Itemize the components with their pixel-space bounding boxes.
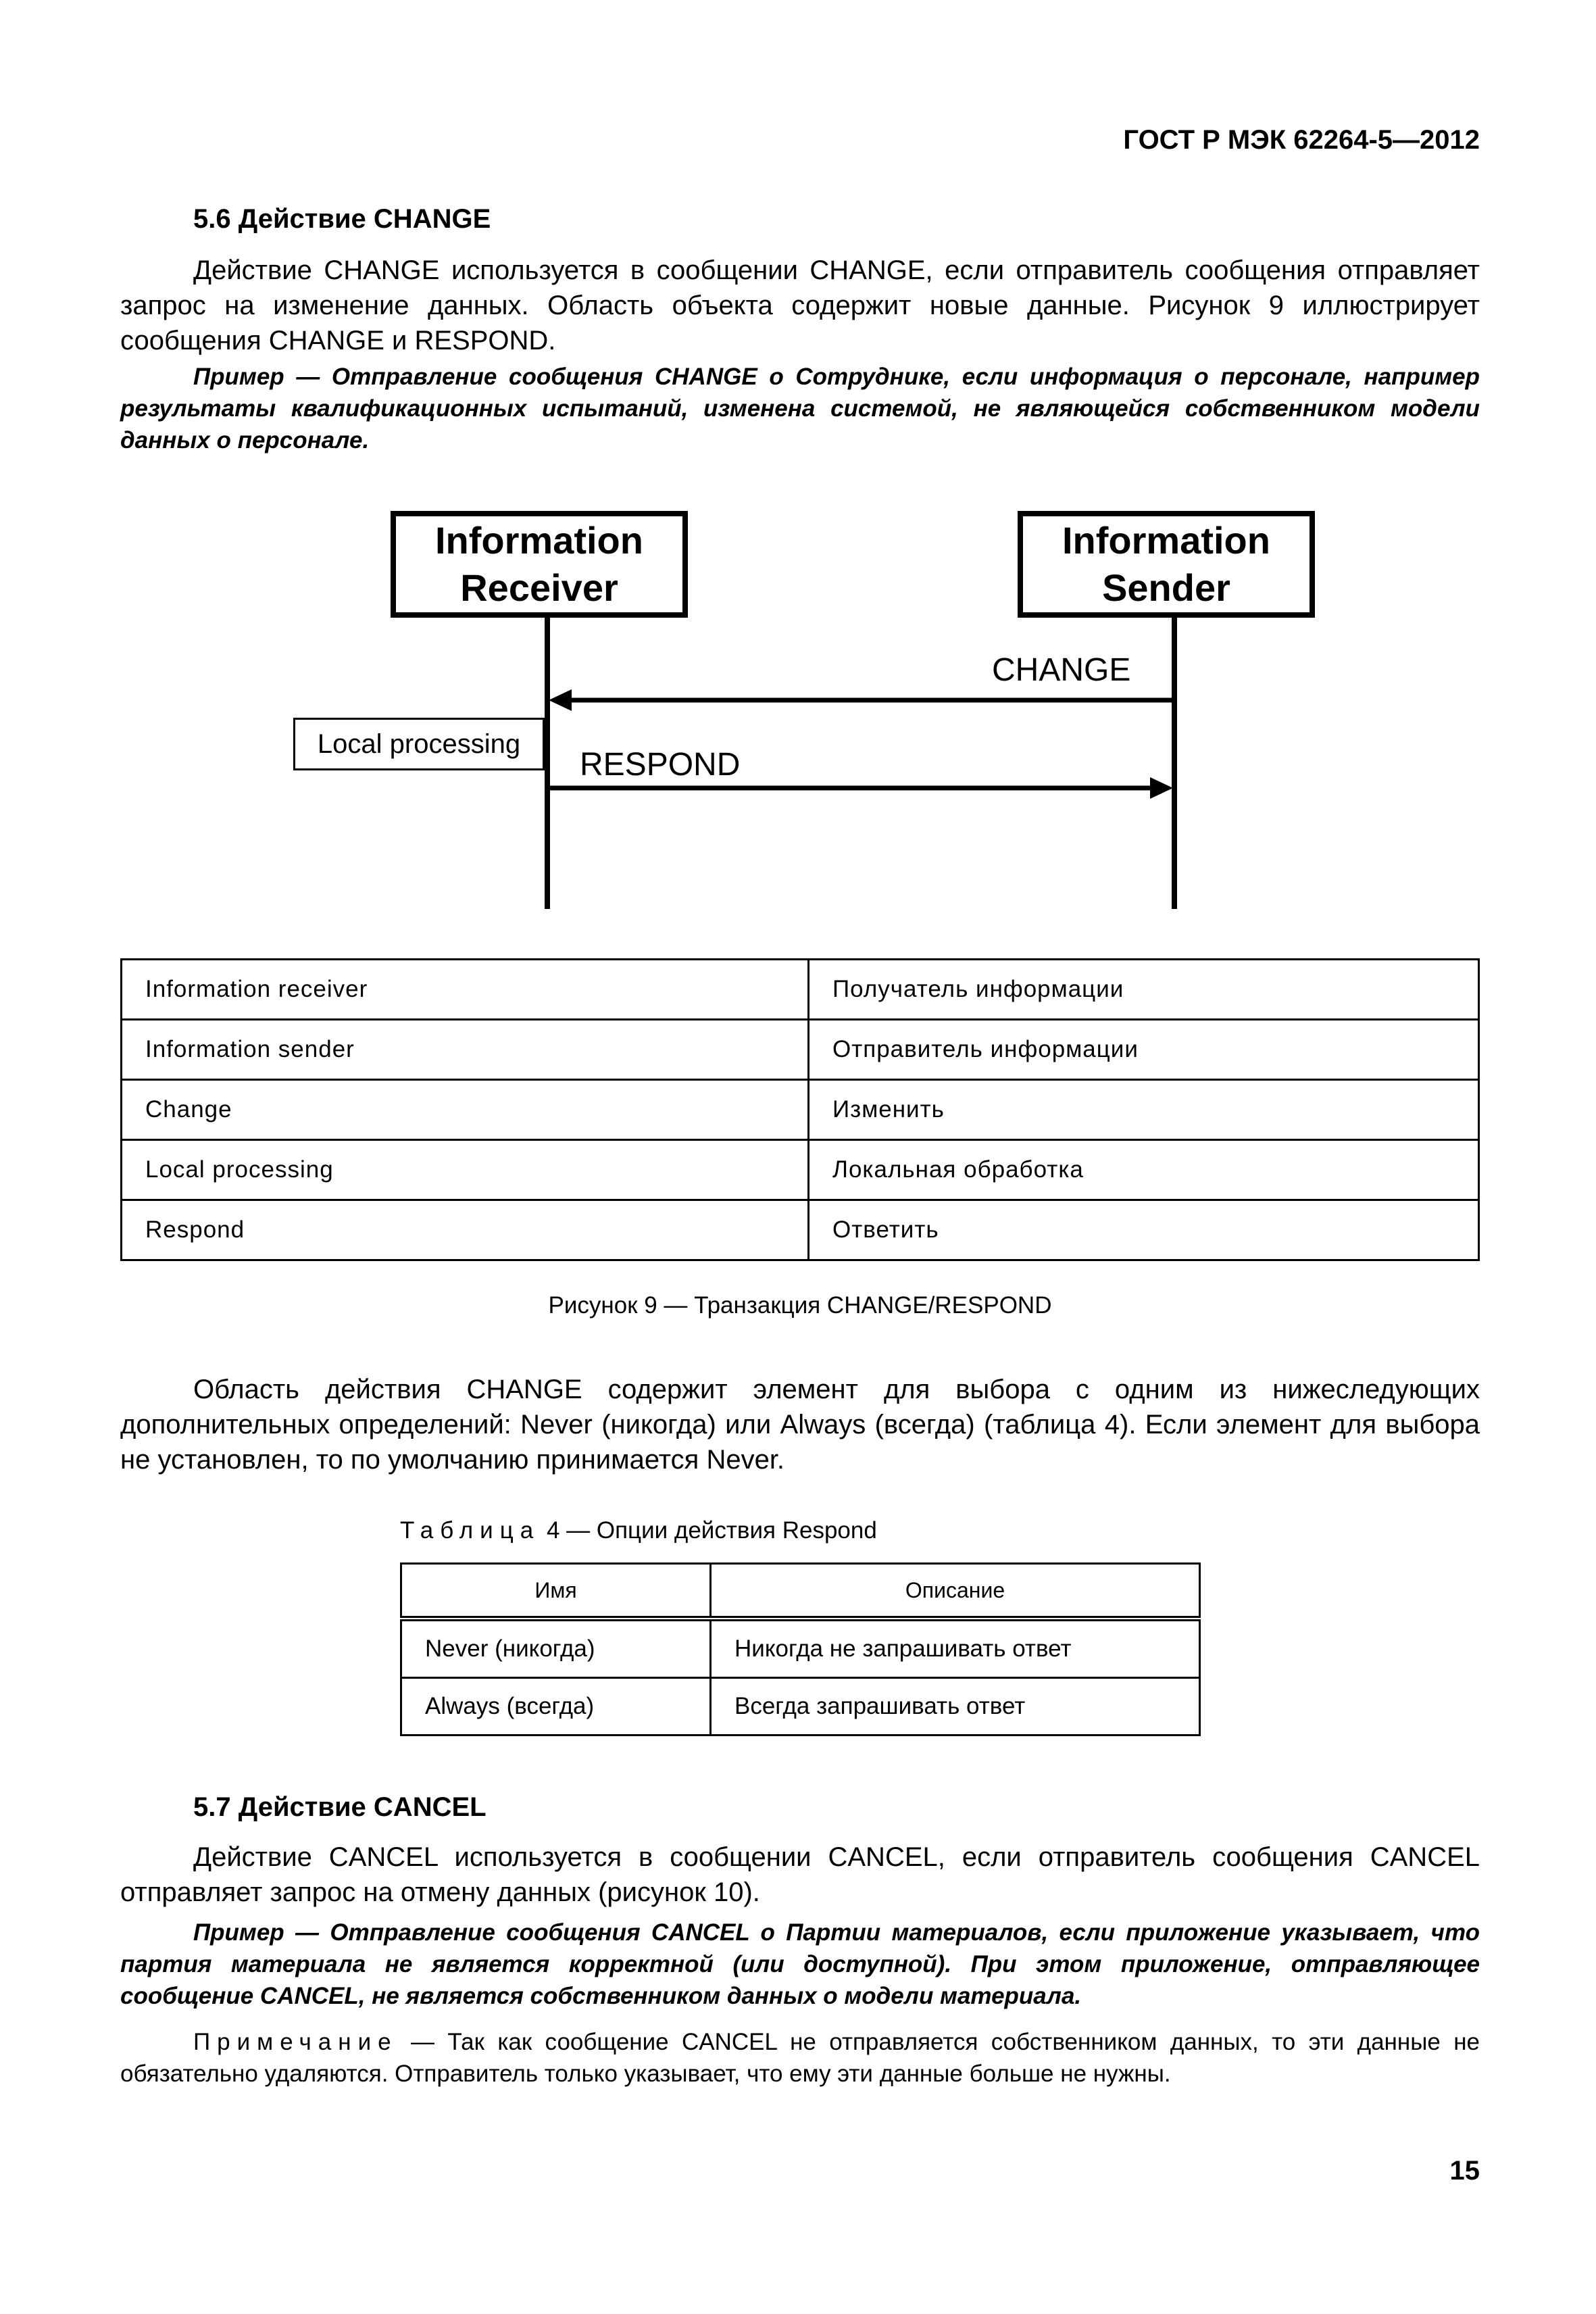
- note-prefix: Примечание: [193, 2029, 398, 2055]
- table-row: [122, 1200, 1479, 1260]
- legend-ru-cell: Локальная обработка: [809, 1140, 1479, 1200]
- information-sender-box: [1018, 511, 1315, 618]
- option-description-cell: Всегда запрашивать ответ: [711, 1678, 1200, 1736]
- table-row: [122, 960, 1479, 1020]
- legend-ru-cell: Получатель информации: [809, 960, 1479, 1020]
- respond-arrow-head: [1150, 777, 1173, 799]
- table-header-row: [401, 1564, 1200, 1619]
- sender-label-line2: Sender: [1102, 566, 1230, 609]
- receiver-label-line2: Receiver: [460, 566, 618, 609]
- option-name-cell: Always (всегда): [401, 1678, 711, 1736]
- table-4-title: [400, 1517, 877, 1544]
- section-5-6-paragraph: Действие CHANGE используется в сообщении CHANGE, если отправитель сообщения отправляет запрос на изменение данных. Область объекта содержит новые данные. Рисунок 9 иллюстрирует сообщения CHANGE и RESPOND.: [120, 255, 1480, 355]
- section-5-7-example: Пример — Отправление сообщения CANCEL о Партии материалов, если приложение указывает, что партия материала не является корректной (или доступной). При этом приложение, отправляющее сообщение CANCEL, не является собственником данных о модели материала.: [120, 1919, 1480, 2009]
- legend-ru-cell: Ответить: [809, 1200, 1479, 1260]
- legend-ru-cell: Изменить: [809, 1080, 1479, 1140]
- legend-en-cell: Information receiver: [122, 960, 809, 1020]
- standard-code: ГОСТ Р МЭК 62264-5—2012: [1123, 125, 1480, 155]
- legend-en-cell: Information sender: [122, 1020, 809, 1080]
- table-row: [122, 1140, 1479, 1200]
- local-processing-box: Local processing: [293, 718, 545, 770]
- receiver-label-line1: Information: [435, 519, 643, 562]
- option-name-cell: Never (никогда): [401, 1619, 711, 1678]
- table-row: [122, 1080, 1479, 1140]
- figure-caption: Рисунок 9 — Транзакция CHANGE/RESPOND: [548, 1292, 1052, 1319]
- table-4-title-rest: 4 — Опции действия Respond: [540, 1517, 877, 1544]
- column-header-name: Имя: [401, 1564, 711, 1619]
- change-message-label: CHANGE: [992, 652, 1131, 688]
- sender-label-line1: Information: [1062, 519, 1270, 562]
- table-4: [400, 1562, 1201, 1736]
- legend-en-cell: Local processing: [122, 1140, 809, 1200]
- paragraph-after-figure: Область действия CHANGE содержит элемент для выбора с одним из нижеследующих дополнительных определений: Never (никогда) или Always (всегда) (таблица 4). Если элемент для выбора не установлен, то по умолчанию принимается Never.: [120, 1375, 1480, 1475]
- table-4-title-prefix: Таблица: [400, 1517, 541, 1544]
- table-row: [122, 1020, 1479, 1080]
- section-5-6-heading: 5.6 Действие CHANGE: [193, 204, 491, 234]
- section-5-6-example: Пример — Отправление сообщения CHANGE о Сотруднике, если информация о персонале, например результаты квалификационных испытаний, изменена системой, не являющейся собственником модели данных о персонале.: [120, 364, 1480, 453]
- information-receiver-box: [391, 511, 688, 618]
- note-rest: — Так как сообщение CANCEL не отправляется собственником данных, то эти данные не обязательно удаляются. Отправитель только указывает, что ему эти данные больше не нужны.: [120, 2029, 1480, 2087]
- legend-en-cell: Respond: [122, 1200, 809, 1260]
- legend-en-cell: Change: [122, 1080, 809, 1140]
- respond-message-label: RESPOND: [580, 747, 741, 783]
- section-5-7-heading: 5.7 Действие CANCEL: [193, 1792, 487, 1822]
- table-row: [401, 1678, 1200, 1736]
- legend-ru-cell: Отправитель информации: [809, 1020, 1479, 1080]
- section-5-7-paragraph: Действие CANCEL используется в сообщении CANCEL, если отправитель сообщения CANCEL отправляет запрос на отмену данных (рисунок 10).: [120, 1842, 1480, 1907]
- column-header-description: Описание: [711, 1564, 1200, 1619]
- change-arrow-head: [549, 689, 572, 711]
- section-5-7-note: [120, 2026, 1480, 2090]
- page-number: 15: [1449, 2156, 1480, 2186]
- option-description-cell: Никогда не запрашивать ответ: [711, 1619, 1200, 1678]
- table-row: [401, 1619, 1200, 1678]
- figure-legend-table: [120, 958, 1480, 1261]
